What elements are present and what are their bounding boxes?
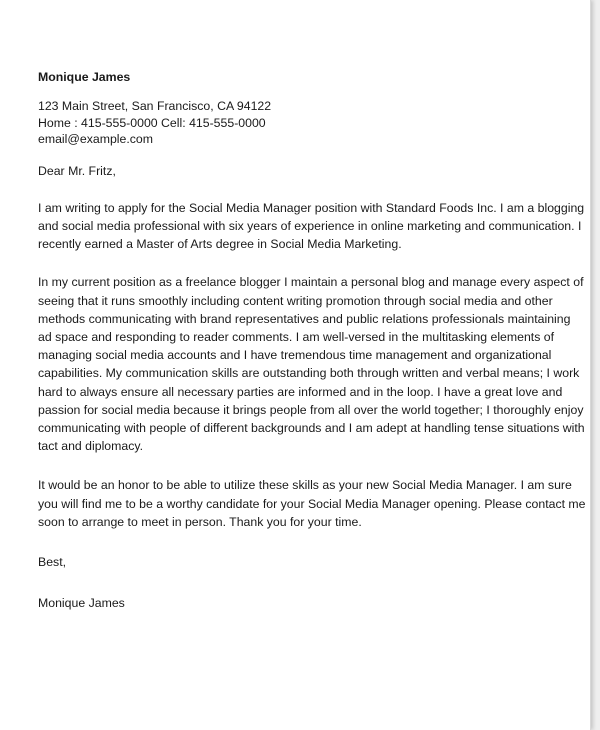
salutation: Dear Mr. Fritz, <box>38 163 116 178</box>
paragraph-conclusion: It would be an honor to be able to utilize these skills as your new Social Media Manager. I am sure you will find me to be a worthy candidate for your Social Media Manager opening. Please contact me soon to arrange to meet in person. Thank you for your time. <box>38 478 586 529</box>
sender-name: Monique James <box>38 70 131 84</box>
letter-body <box>38 68 586 612</box>
phone-line: Home : 415-555-0000 Cell: 415-555-0000 <box>38 115 266 130</box>
address-line: 123 Main Street, San Francisco, CA 94122 <box>38 99 272 113</box>
closing: Best, <box>38 554 67 569</box>
email-line: email@example.com <box>38 132 153 146</box>
paragraph-experience: In my current position as a freelance blogger I maintain a personal blog and manage every aspect of seeing that it runs smoothly including content writing promotion through social media and other methods communicating with brand representatives and public relations professionals maintaining ad space and responding to reader comments. I am well-versed in the multitasking elements of managing social media accounts and I have tremendous time management and organizational capabilities. My communication skills are outstanding both through written and verbal means; I work hard to always ensure all necessary parties are informed and in the loop. I have a great love and passion for social media because it brings people from all over the world together; I thoroughly enjoy communicating with people of different backgrounds and I am adept at handling tense situations with tact and diplomacy. <box>38 275 585 454</box>
paragraph-intro: I am writing to apply for the Social Media Manager position with Standard Foods Inc. I am a blogging and social media professional with six years of experience in online marketing and communication. I recently earned a Master of Arts degree in Social Media Marketing. <box>38 200 585 252</box>
signature-name: Monique James <box>38 596 125 611</box>
contact-block <box>38 98 586 148</box>
